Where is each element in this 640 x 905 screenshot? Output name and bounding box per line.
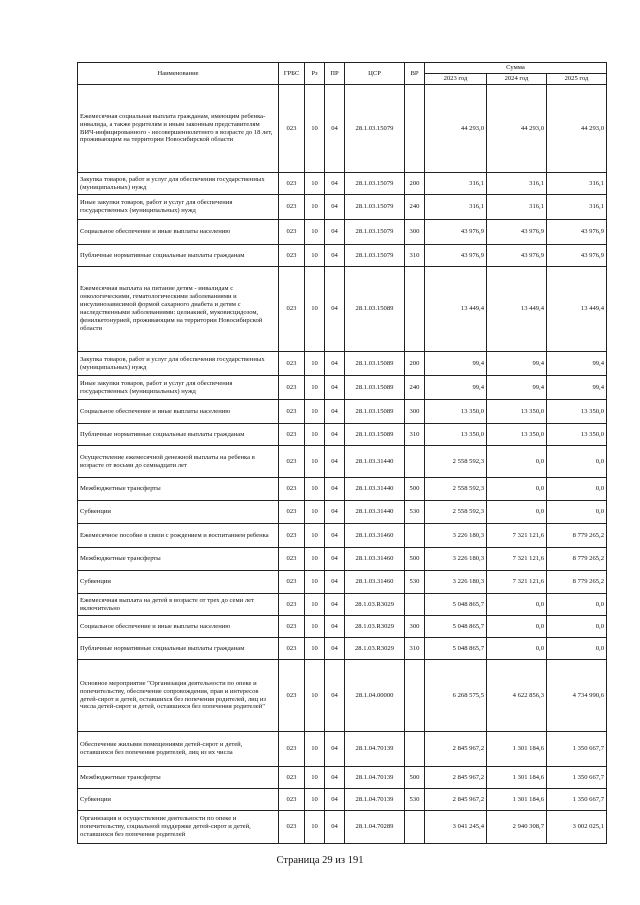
row-grbs: 023	[279, 195, 305, 220]
row-vr	[405, 732, 425, 767]
row-csr: 28.1.03.31460	[345, 524, 405, 548]
row-pr: 04	[325, 732, 345, 767]
row-value-2023: 5 048 865,7	[425, 594, 487, 616]
row-grbs: 023	[279, 424, 305, 446]
row-pr: 04	[325, 767, 345, 789]
row-pr: 04	[325, 220, 345, 245]
row-value-2025: 13 350,0	[547, 424, 607, 446]
row-rz: 10	[305, 173, 325, 195]
row-grbs: 023	[279, 173, 305, 195]
row-pr: 04	[325, 811, 345, 844]
row-value-2025: 99,4	[547, 352, 607, 376]
row-value-2023: 13 449,4	[425, 267, 487, 352]
header-grbs: ГРБС	[279, 63, 305, 85]
header-rz: Рз	[305, 63, 325, 85]
row-name: Субвенции	[78, 571, 279, 594]
row-value-2023: 5 048 865,7	[425, 616, 487, 638]
table-row	[78, 594, 607, 616]
row-grbs: 023	[279, 594, 305, 616]
row-value-2025: 43 976,9	[547, 245, 607, 267]
row-csr: 28.1.03.15079	[345, 245, 405, 267]
row-rz: 10	[305, 616, 325, 638]
row-csr: 28.1.03.15089	[345, 400, 405, 424]
row-vr: 240	[405, 195, 425, 220]
row-value-2023: 6 268 575,5	[425, 660, 487, 732]
table-row	[78, 767, 607, 789]
row-csr: 28.1.03.15079	[345, 173, 405, 195]
row-grbs: 023	[279, 400, 305, 424]
row-value-2025: 44 293,0	[547, 85, 607, 173]
row-rz: 10	[305, 638, 325, 660]
row-csr: 28.1.03.R3029	[345, 638, 405, 660]
row-pr: 04	[325, 660, 345, 732]
row-value-2024: 316,1	[487, 195, 547, 220]
table-row	[78, 732, 607, 767]
row-name: Межбюджетные трансферты	[78, 478, 279, 501]
row-csr: 28.1.03.31460	[345, 571, 405, 594]
row-vr: 530	[405, 501, 425, 524]
table-row	[78, 195, 607, 220]
row-grbs: 023	[279, 789, 305, 811]
table-row	[78, 501, 607, 524]
row-name: Закупка товаров, работ и услуг для обеспечения государственных (муниципальных) нужд	[78, 173, 279, 195]
row-value-2024: 0,0	[487, 478, 547, 501]
row-grbs: 023	[279, 616, 305, 638]
row-rz: 10	[305, 376, 325, 400]
table-row	[78, 478, 607, 501]
row-grbs: 023	[279, 767, 305, 789]
row-vr	[405, 267, 425, 352]
row-value-2024: 1 301 184,6	[487, 789, 547, 811]
row-csr: 28.1.03.15079	[345, 85, 405, 173]
table-row	[78, 173, 607, 195]
row-value-2024: 0,0	[487, 501, 547, 524]
row-vr: 500	[405, 767, 425, 789]
table-row	[78, 85, 607, 173]
row-value-2024: 0,0	[487, 638, 547, 660]
row-grbs: 023	[279, 732, 305, 767]
row-name: Иные закупки товаров, работ и услуг для обеспечения государственных (муниципальных) нужд	[78, 376, 279, 400]
row-vr: 300	[405, 220, 425, 245]
row-csr: 28.1.03.R3029	[345, 594, 405, 616]
row-value-2023: 13 350,0	[425, 424, 487, 446]
row-value-2024: 13 350,0	[487, 400, 547, 424]
row-value-2025: 1 350 667,7	[547, 789, 607, 811]
row-csr: 28.1.03.R3029	[345, 616, 405, 638]
row-name: Субвенции	[78, 789, 279, 811]
row-vr: 240	[405, 376, 425, 400]
row-value-2023: 44 293,0	[425, 85, 487, 173]
row-vr	[405, 85, 425, 173]
row-name: Ежемесячная выплата на питание детям - инвалидам с онкологическими, гематологическими заболеваниями и инсулинозависимой формой сахарного диабета и детям с наследственными заболеваниями: целиакией, муковисцидозом, фенилкетонурией, проживающим на территории Новосибирской области	[78, 267, 279, 352]
row-name: Межбюджетные трансферты	[78, 548, 279, 571]
row-grbs: 023	[279, 571, 305, 594]
row-value-2025: 0,0	[547, 616, 607, 638]
table-row	[78, 220, 607, 245]
table-row	[78, 376, 607, 400]
row-vr: 530	[405, 789, 425, 811]
row-grbs: 023	[279, 245, 305, 267]
row-rz: 10	[305, 524, 325, 548]
row-rz: 10	[305, 594, 325, 616]
row-value-2025: 13 350,0	[547, 400, 607, 424]
row-value-2024: 0,0	[487, 594, 547, 616]
row-grbs: 023	[279, 638, 305, 660]
row-rz: 10	[305, 548, 325, 571]
row-value-2025: 8 779 265,2	[547, 524, 607, 548]
row-value-2025: 4 734 990,6	[547, 660, 607, 732]
row-csr: 28.1.04.70139	[345, 767, 405, 789]
row-pr: 04	[325, 524, 345, 548]
row-csr: 28.1.03.31440	[345, 446, 405, 478]
row-vr	[405, 811, 425, 844]
row-value-2023: 2 558 592,3	[425, 501, 487, 524]
row-value-2024: 7 321 121,6	[487, 571, 547, 594]
table-body	[78, 85, 607, 844]
row-grbs: 023	[279, 267, 305, 352]
row-name: Субвенции	[78, 501, 279, 524]
row-value-2023: 2 845 967,2	[425, 732, 487, 767]
row-grbs: 023	[279, 376, 305, 400]
row-vr: 500	[405, 478, 425, 501]
table-row	[78, 811, 607, 844]
row-value-2025: 8 779 265,2	[547, 548, 607, 571]
row-rz: 10	[305, 789, 325, 811]
row-value-2023: 2 558 592,3	[425, 446, 487, 478]
row-value-2025: 316,1	[547, 195, 607, 220]
row-value-2024: 1 301 184,6	[487, 732, 547, 767]
header-year-2023: 2023 год	[425, 74, 487, 85]
row-pr: 04	[325, 85, 345, 173]
row-pr: 04	[325, 571, 345, 594]
row-grbs: 023	[279, 524, 305, 548]
row-pr: 04	[325, 245, 345, 267]
row-value-2024: 316,1	[487, 173, 547, 195]
row-name: Публичные нормативные социальные выплаты гражданам	[78, 424, 279, 446]
row-value-2023: 2 845 967,2	[425, 767, 487, 789]
table-row	[78, 524, 607, 548]
row-name: Закупка товаров, работ и услуг для обеспечения государственных (муниципальных) нужд	[78, 352, 279, 376]
row-rz: 10	[305, 501, 325, 524]
row-vr: 200	[405, 352, 425, 376]
row-rz: 10	[305, 352, 325, 376]
row-name: Публичные нормативные социальные выплаты гражданам	[78, 245, 279, 267]
row-grbs: 023	[279, 811, 305, 844]
row-name: Межбюджетные трансферты	[78, 767, 279, 789]
row-grbs: 023	[279, 352, 305, 376]
header-year-2025: 2025 год	[547, 74, 607, 85]
header-sum: Сумма	[425, 63, 607, 74]
row-vr: 300	[405, 400, 425, 424]
row-value-2024: 43 976,9	[487, 245, 547, 267]
row-value-2023: 5 048 865,7	[425, 638, 487, 660]
row-grbs: 023	[279, 85, 305, 173]
row-rz: 10	[305, 195, 325, 220]
row-vr: 310	[405, 245, 425, 267]
row-value-2025: 1 350 667,7	[547, 767, 607, 789]
row-value-2023: 316,1	[425, 173, 487, 195]
row-name: Обеспечение жилыми помещениями детей-сирот и детей, оставшихся без попечения родителей, лиц из их числа	[78, 732, 279, 767]
row-rz: 10	[305, 571, 325, 594]
table-row	[78, 571, 607, 594]
row-rz: 10	[305, 267, 325, 352]
row-pr: 04	[325, 352, 345, 376]
row-csr: 28.1.03.15089	[345, 376, 405, 400]
table-row	[78, 352, 607, 376]
row-value-2025: 3 002 025,1	[547, 811, 607, 844]
row-value-2024: 13 449,4	[487, 267, 547, 352]
row-value-2024: 43 976,9	[487, 220, 547, 245]
row-value-2025: 0,0	[547, 446, 607, 478]
row-name: Ежемесячная социальная выплата гражданам, имеющим ребенка-инвалида, а также родителям и иным законным представителям ВИЧ-инфицированного - несовершеннолетнего в возрасте до 18 лет, проживающим на территории Новосибирской области	[78, 85, 279, 173]
row-csr: 28.1.03.15089	[345, 424, 405, 446]
header-vr: ВР	[405, 63, 425, 85]
table-row	[78, 660, 607, 732]
table-row	[78, 424, 607, 446]
row-value-2025: 99,4	[547, 376, 607, 400]
row-csr: 28.1.04.70139	[345, 789, 405, 811]
row-value-2024: 99,4	[487, 376, 547, 400]
row-value-2024: 7 321 121,6	[487, 548, 547, 571]
row-vr: 500	[405, 548, 425, 571]
row-value-2023: 13 350,0	[425, 400, 487, 424]
row-value-2024: 99,4	[487, 352, 547, 376]
row-value-2024: 44 293,0	[487, 85, 547, 173]
table-row	[78, 789, 607, 811]
row-grbs: 023	[279, 220, 305, 245]
row-value-2024: 0,0	[487, 616, 547, 638]
row-name: Организация и осуществление деятельности по опеке и попечительству, социальной поддержке детей-сирот и детей, оставшихся без попечения родителей	[78, 811, 279, 844]
row-csr: 28.1.03.15089	[345, 267, 405, 352]
row-vr: 530	[405, 571, 425, 594]
header-csr: ЦСР	[345, 63, 405, 85]
row-value-2024: 2 940 308,7	[487, 811, 547, 844]
row-name: Осуществление ежемесячной денежной выплаты на ребенка в возрасте от восьми до семнадцати лет	[78, 446, 279, 478]
row-vr	[405, 594, 425, 616]
row-value-2025: 316,1	[547, 173, 607, 195]
row-pr: 04	[325, 548, 345, 571]
row-value-2023: 3 226 180,3	[425, 548, 487, 571]
row-csr: 28.1.03.15079	[345, 195, 405, 220]
row-value-2023: 3 226 180,3	[425, 524, 487, 548]
row-name: Ежемесячное пособие в связи с рождением и воспитанием ребенка	[78, 524, 279, 548]
table-row	[78, 638, 607, 660]
row-value-2025: 43 976,9	[547, 220, 607, 245]
row-pr: 04	[325, 478, 345, 501]
row-csr: 28.1.03.31440	[345, 478, 405, 501]
row-pr: 04	[325, 446, 345, 478]
row-value-2023: 43 976,9	[425, 220, 487, 245]
row-csr: 28.1.03.15089	[345, 352, 405, 376]
row-vr: 310	[405, 424, 425, 446]
row-value-2023: 2 558 592,3	[425, 478, 487, 501]
row-vr: 300	[405, 616, 425, 638]
table-row	[78, 267, 607, 352]
row-pr: 04	[325, 594, 345, 616]
header-name: Наименование	[78, 63, 279, 85]
row-rz: 10	[305, 732, 325, 767]
table-row	[78, 245, 607, 267]
row-csr: 28.1.04.70289	[345, 811, 405, 844]
row-pr: 04	[325, 195, 345, 220]
row-value-2024: 1 301 184,6	[487, 767, 547, 789]
row-csr: 28.1.03.15079	[345, 220, 405, 245]
row-grbs: 023	[279, 548, 305, 571]
row-value-2023: 43 976,9	[425, 245, 487, 267]
row-value-2024: 7 321 121,6	[487, 524, 547, 548]
row-csr: 28.1.03.31440	[345, 501, 405, 524]
row-pr: 04	[325, 376, 345, 400]
row-rz: 10	[305, 424, 325, 446]
row-value-2023: 3 226 180,3	[425, 571, 487, 594]
row-value-2025: 0,0	[547, 478, 607, 501]
row-grbs: 023	[279, 501, 305, 524]
row-pr: 04	[325, 616, 345, 638]
row-grbs: 023	[279, 478, 305, 501]
row-grbs: 023	[279, 660, 305, 732]
row-value-2023: 2 845 967,2	[425, 789, 487, 811]
row-vr: 310	[405, 638, 425, 660]
header-year-2024: 2024 год	[487, 74, 547, 85]
row-name: Социальное обеспечение и иные выплаты населению	[78, 616, 279, 638]
table-row	[78, 548, 607, 571]
row-vr	[405, 524, 425, 548]
row-value-2025: 13 449,4	[547, 267, 607, 352]
row-pr: 04	[325, 789, 345, 811]
row-name: Иные закупки товаров, работ и услуг для обеспечения государственных (муниципальных) нужд	[78, 195, 279, 220]
row-value-2023: 99,4	[425, 352, 487, 376]
row-vr	[405, 660, 425, 732]
row-rz: 10	[305, 85, 325, 173]
header-pr: ПР	[325, 63, 345, 85]
row-rz: 10	[305, 811, 325, 844]
row-value-2025: 0,0	[547, 594, 607, 616]
row-csr: 28.1.04.70139	[345, 732, 405, 767]
row-name: Основное мероприятие "Организация деятельности по опеке и попечительству, обеспечение сопровождения, прав и интересов детей-сирот и детей, оставшихся без попечения родителей, лиц из числа детей-сирот и детей, оставшихся без попечения родителей"	[78, 660, 279, 732]
row-pr: 04	[325, 424, 345, 446]
row-rz: 10	[305, 400, 325, 424]
row-rz: 10	[305, 220, 325, 245]
table-row	[78, 446, 607, 478]
row-vr	[405, 446, 425, 478]
row-pr: 04	[325, 638, 345, 660]
row-value-2023: 99,4	[425, 376, 487, 400]
row-csr: 28.1.03.31460	[345, 548, 405, 571]
row-rz: 10	[305, 767, 325, 789]
row-value-2024: 13 350,0	[487, 424, 547, 446]
table-row	[78, 616, 607, 638]
row-value-2025: 0,0	[547, 638, 607, 660]
row-value-2025: 8 779 265,2	[547, 571, 607, 594]
row-value-2024: 4 622 856,3	[487, 660, 547, 732]
row-name: Ежемесячная выплата на детей в возрасте от трех до семи лет включительно	[78, 594, 279, 616]
row-rz: 10	[305, 245, 325, 267]
row-name: Социальное обеспечение и иные выплаты населению	[78, 400, 279, 424]
row-vr: 200	[405, 173, 425, 195]
table-row	[78, 400, 607, 424]
row-csr: 28.1.04.00000	[345, 660, 405, 732]
row-value-2023: 316,1	[425, 195, 487, 220]
row-value-2023: 3 041 245,4	[425, 811, 487, 844]
row-rz: 10	[305, 478, 325, 501]
row-value-2025: 1 350 667,7	[547, 732, 607, 767]
row-pr: 04	[325, 400, 345, 424]
row-rz: 10	[305, 446, 325, 478]
row-pr: 04	[325, 173, 345, 195]
row-name: Социальное обеспечение и иные выплаты населению	[78, 220, 279, 245]
row-value-2024: 0,0	[487, 446, 547, 478]
budget-table	[77, 62, 607, 844]
row-pr: 04	[325, 267, 345, 352]
row-pr: 04	[325, 501, 345, 524]
row-name: Публичные нормативные социальные выплаты гражданам	[78, 638, 279, 660]
page-number: Страница 29 из 191	[276, 855, 364, 866]
row-rz: 10	[305, 660, 325, 732]
row-value-2025: 0,0	[547, 501, 607, 524]
row-grbs: 023	[279, 446, 305, 478]
